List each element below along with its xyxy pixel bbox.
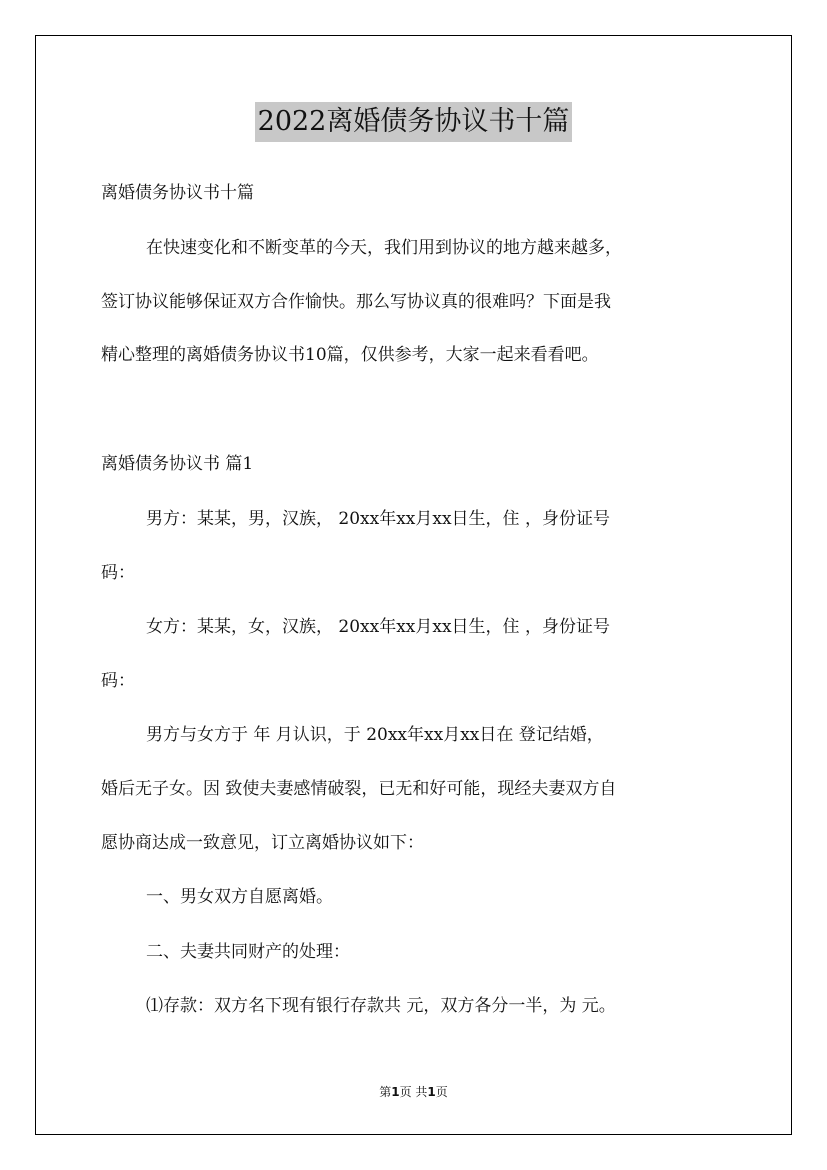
footer-prefix: 第 — [379, 1085, 392, 1099]
subtitle-line: 离婚债务协议书十篇 — [101, 183, 254, 203]
female-party-line-1: 女方：某某，女，汉族， 20xx年xx月xx日生，住 ，身份证号 — [146, 617, 610, 637]
footer-page-current: 1 — [391, 1085, 400, 1099]
intro-line-1: 在快速变化和不断变革的今天，我们用到协议的地方越来越多， — [146, 238, 622, 258]
male-party-line-1: 男方：某某，男，汉族， 20xx年xx月xx日生，住 ，身份证号 — [146, 509, 610, 529]
intro-line-3: 精心整理的离婚债务协议书10篇，仅供参考，大家一起来看看吧。 — [101, 345, 599, 365]
footer-suffix: 页 — [435, 1085, 448, 1099]
section-heading: 离婚债务协议书 篇1 — [101, 454, 254, 474]
male-party-line-2: 码： — [101, 563, 135, 583]
clause-2: 二、夫妻共同财产的处理： — [146, 942, 350, 962]
female-party-line-2: 码： — [101, 671, 135, 691]
title-container — [0, 102, 827, 142]
footer-page-total: 1 — [427, 1085, 436, 1099]
body-line-1: 男方与女方于 年 月认识，于 20xx年xx月xx日在 登记结婚， — [146, 725, 604, 745]
page-footer — [0, 1084, 827, 1100]
footer-mid: 页 共 — [399, 1085, 428, 1099]
body-line-2: 婚后无子女。因 致使夫妻感情破裂，已无和好可能，现经夫妻双方自 — [101, 779, 617, 799]
document-title: 2022离婚债务协议书十篇 — [255, 102, 573, 142]
intro-line-2: 签订协议能够保证双方合作愉快。那么写协议真的很难吗？下面是我 — [101, 292, 611, 312]
clause-1: 一、男女双方自愿离婚。 — [146, 887, 333, 907]
body-line-3: 愿协商达成一致意见，订立离婚协议如下： — [101, 833, 424, 853]
clause-2-item-1: ⑴存款：双方名下现有银行存款共 元，双方各分一半，为 元。 — [146, 996, 616, 1016]
